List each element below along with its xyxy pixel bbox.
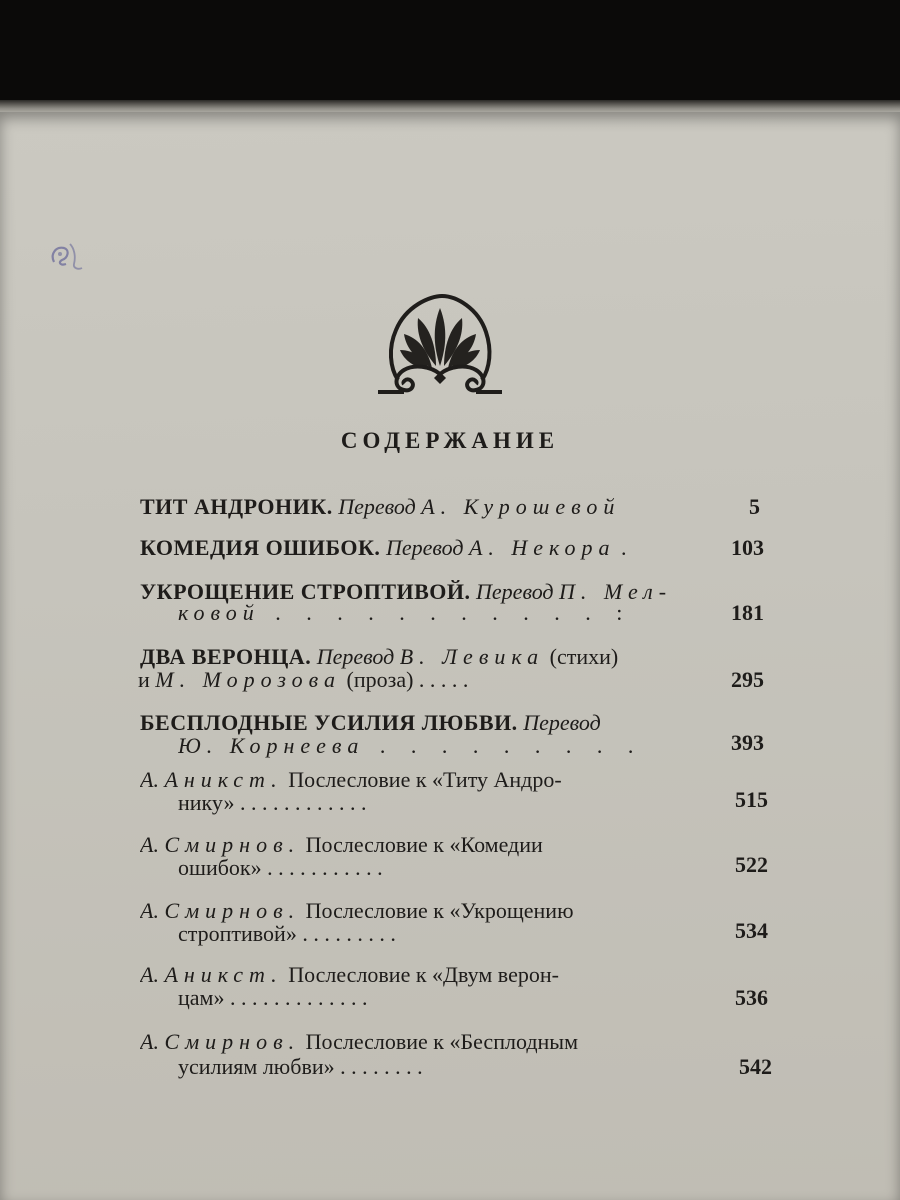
contents-heading: СОДЕРЖАНИЕ — [340, 428, 560, 453]
toc-text: Смирнов. — [164, 898, 301, 923]
toc-text: УКРОЩЕНИЕ СТРОПТИВОЙ. — [140, 579, 471, 604]
toc-text: и — [138, 667, 156, 692]
toc-text: (проза) . . . . . — [341, 667, 469, 692]
toc-entry-line — [140, 531, 700, 565]
toc-page-number: 295 — [731, 667, 764, 692]
toc-text: А. — [140, 962, 159, 987]
toc-text: Смирнов. — [164, 1029, 301, 1054]
toc-text: ТИТ АНДРОНИК. — [140, 494, 333, 519]
toc-text: Послесловие к «Двум верон- — [282, 962, 559, 987]
toc-text: В. Левика — [399, 644, 545, 669]
toc-text: Послесловие к «Укрощению — [300, 898, 574, 923]
toc-text: (стихи) — [544, 644, 619, 669]
toc-page-number: 103 — [731, 535, 764, 560]
toc-entry-line — [140, 490, 700, 524]
toc-text: БЕСПЛОДНЫЕ УСИЛИЯ ЛЮБВИ. — [140, 710, 518, 735]
toc-entry-line — [178, 917, 700, 951]
toc-text: . — [615, 535, 627, 560]
toc-page-number: 522 — [735, 852, 768, 877]
toc-page-number: 536 — [735, 985, 768, 1010]
toc-page-number: 515 — [735, 787, 768, 812]
toc-text: . . . . . . . . . . . : — [259, 600, 633, 625]
toc-entry-line — [138, 663, 698, 697]
toc-text: Аникст. — [164, 767, 283, 792]
toc-text: нику» . . . . . . . . . . . . — [178, 790, 367, 815]
toc-text: Аникст. — [164, 962, 283, 987]
toc-entry-line — [178, 851, 700, 885]
toc-text: Перевод — [385, 535, 464, 560]
toc-page-number: 393 — [731, 730, 764, 755]
toc-text: Перевод — [476, 579, 554, 604]
toc-entry-line — [178, 786, 700, 820]
toc-text: Перевод — [316, 644, 395, 669]
toc-text: А. — [140, 767, 159, 792]
toc-text: ошибок» . . . . . . . . . . . — [178, 855, 383, 880]
toc-entry-line — [178, 981, 700, 1015]
toc-text: ДВА ВЕРОНЦА. — [140, 644, 312, 669]
toc-entry-line — [178, 729, 700, 763]
toc-text: КОМЕДИЯ ОШИБОК. — [140, 535, 381, 560]
toc-text: цам» . . . . . . . . . . . . . — [178, 985, 368, 1010]
toc-page-number: 5 — [749, 494, 760, 519]
toc-text: П. Мел- — [559, 579, 673, 604]
toc-text: . . . . . . . . . — [364, 733, 644, 758]
toc-text: Перевод — [338, 494, 416, 519]
toc-text: А. — [140, 1029, 159, 1054]
toc-text: Ю. Корнеева — [178, 733, 365, 758]
toc-text: строптивой» . . . . . . . . . — [178, 921, 396, 946]
toc-text: А. Некора — [468, 535, 616, 560]
toc-text: усилиям любви» . . . . . . . . — [178, 1054, 423, 1079]
toc-text: М. Морозова — [155, 667, 342, 692]
toc-text: Послесловие к «Комедии — [300, 832, 543, 857]
toc-text: А. — [140, 898, 159, 923]
toc-text: Послесловие к «Титу Андро- — [282, 767, 562, 792]
toc-text: А. Курошевой — [421, 494, 621, 519]
toc-text: Смирнов. — [164, 832, 301, 857]
toc-text: А. — [140, 832, 159, 857]
toc-text: ковой — [178, 600, 260, 625]
toc-entry-line — [178, 596, 700, 630]
toc-page-number: 542 — [739, 1054, 772, 1079]
toc-text: Послесловие к «Бесплодным — [300, 1029, 578, 1054]
toc-text: Перевод — [523, 710, 601, 735]
toc-page-number: 534 — [735, 918, 768, 943]
toc-page-number: 181 — [731, 600, 764, 625]
toc-entry-line — [178, 1050, 700, 1084]
